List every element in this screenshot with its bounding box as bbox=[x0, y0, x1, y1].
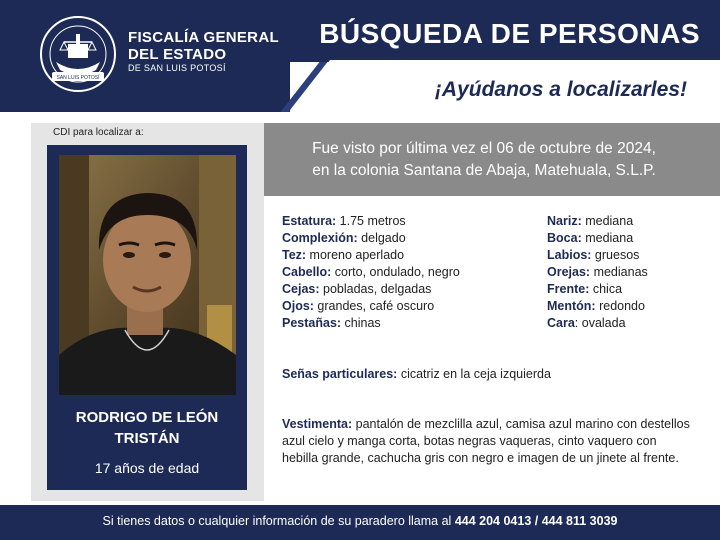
attr-key: Boca: bbox=[547, 231, 582, 245]
attr-pestanas bbox=[282, 315, 460, 332]
attr-value: mediana bbox=[581, 214, 634, 228]
vestimenta bbox=[282, 416, 692, 467]
attr-estatura bbox=[282, 213, 460, 230]
attributes-left bbox=[282, 213, 460, 332]
org-name-line1: FISCALÍA GENERAL bbox=[128, 29, 279, 46]
attr-labios bbox=[547, 247, 648, 264]
attr-value: 1.75 metros bbox=[336, 214, 406, 228]
logo-bottom-text: SAN LUIS POTOSÍ bbox=[56, 75, 100, 81]
attr-key: Frente: bbox=[547, 282, 590, 296]
vestimenta-key: Vestimenta: bbox=[282, 417, 353, 431]
attr-orejas bbox=[547, 264, 648, 281]
person-name-line1: RODRIGO DE LEÓN bbox=[75, 409, 219, 426]
attr-cejas bbox=[282, 281, 460, 298]
attr-key: Cabello: bbox=[282, 265, 332, 279]
page-title: BÚSQUEDA DE PERSONAS bbox=[319, 18, 700, 49]
attr-boca bbox=[547, 230, 648, 247]
attr-key: Labios: bbox=[547, 248, 592, 262]
attr-nariz bbox=[547, 213, 648, 230]
attr-key: Nariz: bbox=[547, 214, 582, 228]
attr-value: gruesos bbox=[591, 248, 640, 262]
attr-key: Estatura: bbox=[282, 214, 337, 228]
vestimenta-value: pantalón de mezclilla azul, camisa azul marino con destellos azul cielo y manga corta, botas negras vaqueras, cinto vaquero con hebilla grande, cachucha gris con negro e imagen de un jinete al frente. bbox=[282, 417, 690, 465]
attr-value: moreno aperlado bbox=[306, 248, 405, 262]
attr-key: Pestañas: bbox=[282, 316, 342, 330]
attr-key: Orejas: bbox=[547, 265, 591, 279]
attr-complexion bbox=[282, 230, 460, 247]
attr-value: chinas bbox=[341, 316, 381, 330]
senas-particulares bbox=[282, 367, 551, 381]
attr-value: chica bbox=[589, 282, 623, 296]
attr-key: Ojos: bbox=[282, 299, 314, 313]
attr-value: corto, ondulado, negro bbox=[331, 265, 460, 279]
attr-key: Cejas: bbox=[282, 282, 320, 296]
cdi-label: CDI para localizar a: bbox=[53, 127, 144, 138]
footer-message: Si tienes datos o cualquier información de su paradero llama al bbox=[102, 514, 452, 528]
attr-value: delgado bbox=[357, 231, 406, 245]
person-name-line2: TRISTÁN bbox=[114, 430, 180, 447]
attr-cara bbox=[547, 315, 648, 332]
last-seen-bar bbox=[264, 123, 720, 196]
attr-ojos bbox=[282, 298, 460, 315]
page-subtitle: ¡Ayúdanos a localizarles! bbox=[434, 78, 687, 101]
attr-tez bbox=[282, 247, 460, 264]
footer-phones: 444 204 0413 / 444 811 3039 bbox=[454, 514, 618, 528]
attr-value: mediana bbox=[581, 231, 634, 245]
attr-frente bbox=[547, 281, 648, 298]
attr-key: Cara bbox=[547, 316, 575, 330]
attr-value: medianas bbox=[590, 265, 648, 279]
org-name-line2: DEL ESTADO bbox=[128, 46, 227, 63]
attr-value: redondo bbox=[595, 299, 645, 313]
last-seen-line2: en la colonia Santana de Abaja, Matehuala, S.L.P. bbox=[312, 162, 656, 179]
senas-key: Señas particulares: bbox=[282, 367, 398, 381]
person-age: 17 años de edad bbox=[94, 460, 200, 476]
fiscalia-seal-logo bbox=[38, 14, 118, 94]
attributes-right bbox=[547, 213, 648, 332]
footer-contact bbox=[0, 514, 720, 528]
attr-value: pobladas, delgadas bbox=[319, 282, 432, 296]
attr-cabello bbox=[282, 264, 460, 281]
attr-menton bbox=[547, 298, 648, 315]
attr-key: Mentón: bbox=[547, 299, 596, 313]
last-seen-line1: Fue visto por última vez el 06 de octubre de 2024, bbox=[312, 140, 656, 157]
senas-value: cicatriz en la ceja izquierda bbox=[397, 367, 551, 381]
attr-key: Tez: bbox=[282, 248, 307, 262]
attr-value: : ovalada bbox=[574, 316, 626, 330]
attr-key: Complexión: bbox=[282, 231, 358, 245]
org-name-line3: DE SAN LUIS POTOSÍ bbox=[128, 63, 226, 73]
attr-value: grandes, café oscuro bbox=[313, 299, 435, 313]
person-photo bbox=[59, 155, 236, 395]
